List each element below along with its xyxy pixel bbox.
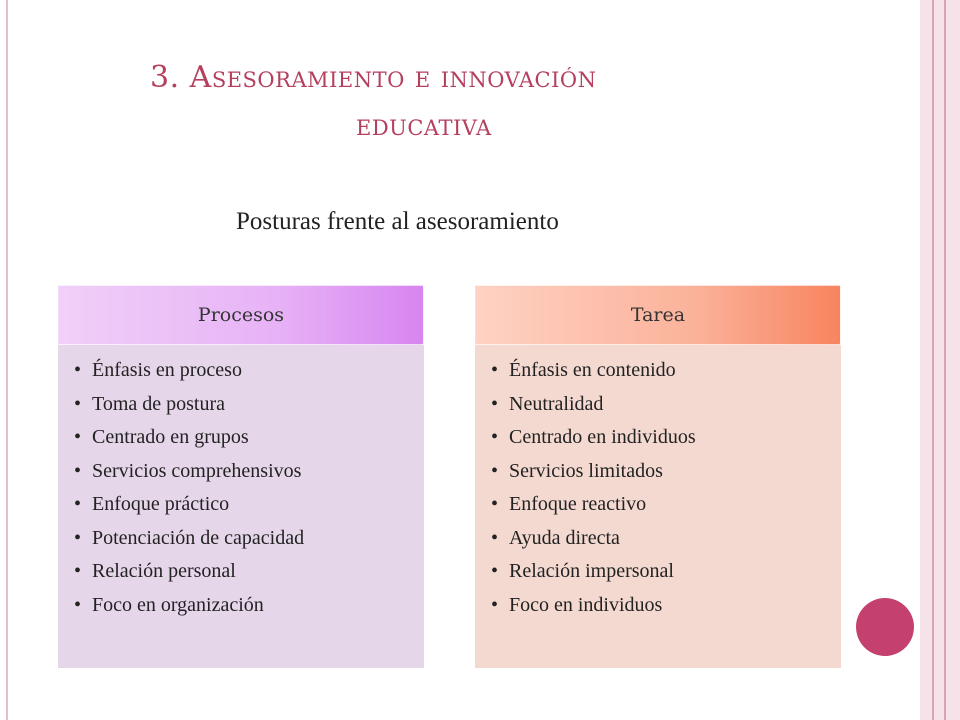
frame-right-line — [944, 0, 946, 720]
slide-title — [150, 54, 870, 150]
column-body-tarea — [475, 345, 841, 668]
list-item: • Foco en organización — [70, 592, 414, 618]
list-item: • Foco en individuos — [487, 592, 831, 618]
list-item: • Enfoque práctico — [70, 491, 414, 517]
list-item: • Énfasis en contenido — [487, 357, 831, 383]
frame-right-decoration — [920, 0, 960, 720]
list-item: • Ayuda directa — [487, 525, 831, 551]
slide-title-line1: 3. Asesoramiento e innovación — [150, 60, 597, 95]
bullet-list — [487, 357, 831, 618]
list-item: • Neutralidad — [487, 391, 831, 417]
column-body-procesos — [58, 345, 424, 668]
frame-left-border — [6, 0, 8, 720]
frame-right-line — [932, 0, 934, 720]
list-item: • Toma de postura — [70, 391, 414, 417]
list-item: • Servicios limitados — [487, 458, 831, 484]
list-item: • Centrado en grupos — [70, 424, 414, 450]
list-item: • Potenciación de capacidad — [70, 525, 414, 551]
column-header-tarea: Tarea — [475, 285, 841, 345]
list-item: • Relación personal — [70, 558, 414, 584]
list-item: • Servicios comprehensivos — [70, 458, 414, 484]
slide-subtitle: Posturas frente al asesoramiento — [236, 208, 559, 235]
list-item: • Relación impersonal — [487, 558, 831, 584]
decorative-circle — [856, 598, 914, 656]
bullet-list — [70, 357, 414, 618]
list-item: • Centrado en individuos — [487, 424, 831, 450]
list-item: • Énfasis en proceso — [70, 357, 414, 383]
column-header-procesos: Procesos — [58, 285, 424, 345]
slide-title-line2: educativa — [356, 108, 492, 143]
list-item: • Enfoque reactivo — [487, 491, 831, 517]
